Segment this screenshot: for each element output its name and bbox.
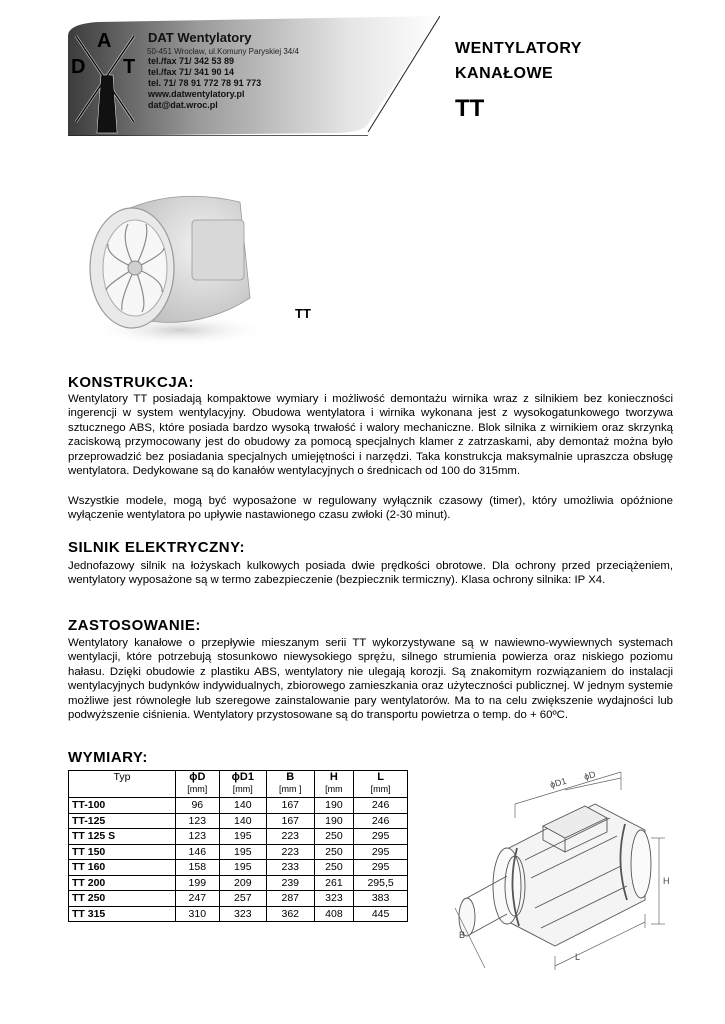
konstrukcja-paragraph-1: Wentylatory TT posiadają kompaktowe wymiary i możliwość demontażu wirnika wraz z silnikiem bez konieczności ingerencji w system wentylacyjny. Obudowa wentylatora i wirnika wykonana jest z wysokogatunkowego tworzywa sztucznego ABS, które posiada bardzo wysoką trwałość i walory mechaniczne. Blok silnika z wirnikiem oraz skrzynką zaciskową przymocowany jest do obudowy za pomocą specjalnych klamer z zatrzaskami, aby demontaż można było przeprowadzić bez posiadania specjalnych umiejętności i narzędzi. Taka konstrukcja maksymalnie upraszcza obsługę wentylatora. Dedykowane są do kanałów wentylacyjnych o średnicach od 100 do 315mm.: [68, 393, 673, 478]
dim-label-d1: ϕD1: [548, 775, 568, 790]
logo-letter-left: D: [71, 56, 86, 78]
phone-fax-1: tel./fax 71/ 342 53 89: [148, 56, 235, 66]
col-b-header: B [mm ]: [266, 771, 314, 798]
table-header-row: [69, 771, 408, 798]
silnik-paragraph: Jednofazowy silnik na łożyskach kulkowych posiada dwie prędkości obrotowe. Dla ochrony przed przeciążeniem, wentylatory wyposażone są w termo zabezpieczenie (bezpiecznik termiczny). Klasa ochrony silnika: IP X4.: [68, 560, 673, 587]
section-zastosowanie-title: ZASTOSOWANIE:: [68, 617, 201, 634]
section-konstrukcja-title: KONSTRUKCJA:: [68, 374, 194, 391]
dim-label-h: H: [663, 876, 670, 886]
phone-numbers: tel. 71/ 78 91 772 78 91 773: [148, 78, 262, 88]
doc-title-line1: WENTYLATORY: [455, 40, 582, 57]
doc-title-line2: KANAŁOWE: [455, 65, 554, 82]
company-name: DAT Wentylatory: [148, 30, 252, 45]
doc-model: TT: [455, 95, 485, 122]
zastosowanie-paragraph: Wentylatory kanałowe o przepływie mieszanym serii TT wykorzystywane są w nawiewno-wywiewnych systemach wentylacji, które potrzebują stosunkowo niewysokiego sprężu, silnego strumienia powierza oraz niskiego poziomu hałasu. Dzięki obudowie z plastiku ABS, wentylatory nie ulegają korozji. Są znakomitym rozwiązaniem do instalacji wentylacyjnych budynków indywidualnych, zbiorowego zamieszkania oraz użyteczności publicznej. W jednym systemie możliwe jest równoległe lub szeregowe zainstalowanie pary wentylatorów. Ma to na celu zwiększenie wydajności lub podwyższenie ciśnienia. Wentylatory przystosowane są do transportu powietrza o temp. do + 60ºC.: [68, 637, 673, 722]
logo-letter-right: T: [123, 56, 136, 78]
section-silnik-title: SILNIK ELEKTRYCZNY:: [68, 539, 245, 556]
dim-label-b: B: [459, 930, 466, 940]
product-photo: [80, 180, 270, 350]
col-h-header: H [mm: [314, 771, 354, 798]
col-d1-header: ϕD1 [mm]: [219, 771, 266, 798]
dim-label-d: ϕD: [582, 769, 597, 782]
logo-letter-top: A: [97, 30, 112, 52]
table-row: TT 315 310 323 362 408 445: [69, 906, 408, 922]
product-label: TT: [295, 306, 311, 321]
dimensions-table: [68, 770, 408, 922]
table-row: TT 250 247 257 287 323 383: [69, 891, 408, 907]
col-typ-header: Typ: [69, 771, 176, 798]
section-wymiary-title: WYMIARY:: [68, 749, 148, 766]
table-row: TT 160 158 195 233 250 295: [69, 860, 408, 876]
website-link[interactable]: www.datwentylatory.pl: [148, 89, 245, 99]
dim-label-l: L: [575, 952, 581, 962]
company-address: 50-451 Wrocław, ul.Komuny Paryskiej 34/4: [147, 47, 299, 56]
col-l-header: L [mm]: [354, 771, 408, 798]
konstrukcja-paragraph-2: Wszystkie modele, mogą być wyposażone w regulowany wyłącznik czasowy (timer), który umożliwia opóźnione wyłączenie wentylatora po upływie nastawionego czasu zwłoki (2-30 minut).: [68, 495, 673, 522]
col-d-header: ϕD [mm]: [176, 771, 220, 798]
technical-drawing: [445, 768, 677, 980]
table-row: TT 150 146 195 223 250 295: [69, 844, 408, 860]
phone-fax-2: tel./fax 71/ 341 90 14: [148, 67, 235, 77]
table-row: TT 200 199 209 239 261 295,5: [69, 875, 408, 891]
table-row: TT 125 S 123 195 223 250 295: [69, 829, 408, 845]
table-row: TT-125 123 140 167 190 246: [69, 813, 408, 829]
email-link[interactable]: dat@dat.wroc.pl: [148, 100, 218, 110]
table-row: TT-100 96 140 167 190 246: [69, 798, 408, 814]
